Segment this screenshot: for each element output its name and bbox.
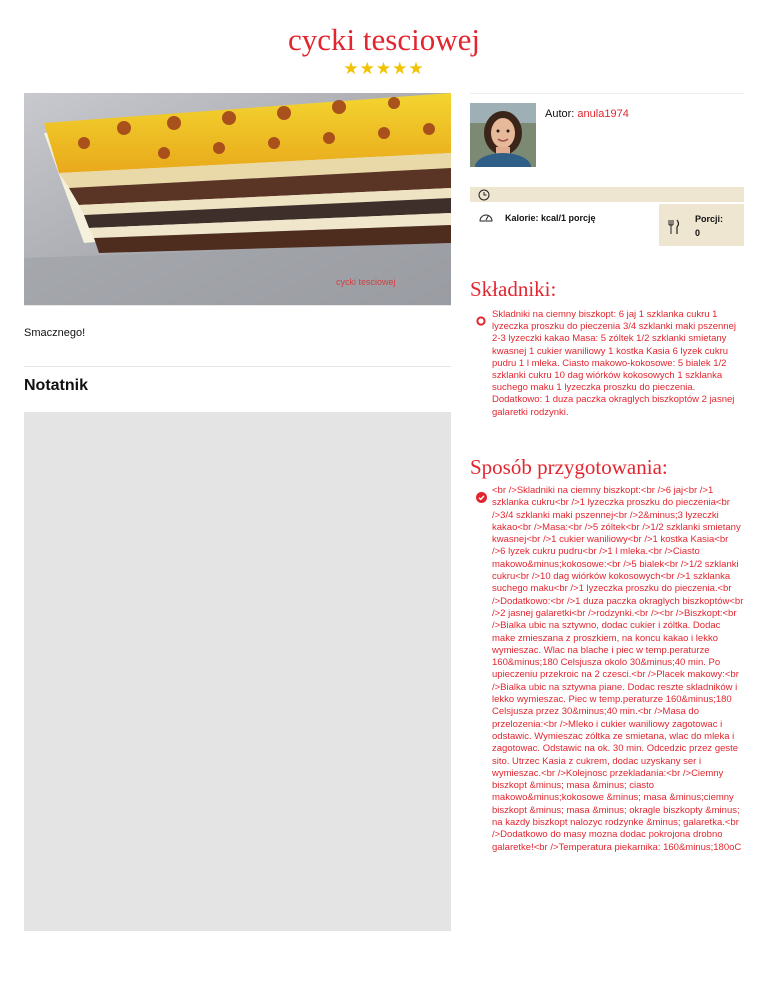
recipe-title: cycki tesciowej [288, 22, 480, 57]
divider [24, 366, 451, 367]
cutlery-icon [667, 219, 681, 240]
preparation-heading: Sposób przygotowania: [470, 455, 668, 479]
preparation-text: <br />Skladniki na ciemny biszkopt:<br />6 jaj<br />1 szklanka cukru<br />1 lyzeczka proszku do pieczenia<br />3/4 szklanki maki pszennej<br />2&minus;3 lyzeczki kakao<br />Masa:<br />5 zóltek<br />1/2 szklanki smietany kwasnej<br />1 cukier waniliowy<br />1 kostka Kasia<br />6 lyzek cukru pudru<br />1 l mleka.<br />Ciasto makowo&minus;kokosowe:<br />5 bialek<br />1/2 szklanki cukru<br />10 dag wiórków kokosowych<br />1 szklanka suchego maku<br />1 lyzeczka proszku do pieczenia.<br />Dodatkowo:<br />1 duza paczka okraglych biszkoptów<br />2 jasnej galaretki<br />rodzynki.<br /><br />Biszkopt:<br />Bialka ubic na sztywno, dodac cukier i zóltka. Dodac make zmieszana z proszkiem, na koncu kakao i lekko wymieszac. Wlac na blache i piec w temp.peraturze 160&minus;180 Celsjusza okolo 30&minus;40 min. Po upieczeniu przekroic na 2 czesci.<br />Placek makowy:<br />Bialka ubic na sztywna piane. Dodac reszte skladników i lekko wymieszac. Piec w temp.peraturze 160&minus;180 Celsjusza przez 30&minus;40 min.<br />Masa do przelozenia:<br />Mleko i cukier waniliowy zagotowac i odstawic. Wymieszac zóltka ze smietana, wlac do mleka i zagotowac. Odstawic na ok. 30 min. Odcedzic przez geste sito. Utrzec Kasia z cukrem, dodac uzyskany ser i wymieszac.<br />Kolejnosc przekladania:<br />Ciemny biszkopt &minus; masa &minus; ciasto makowo&minus;kokosowe &minus; masa &minus;ciemny biszkopt &minus; masa &minus; okragle biszkopty &minus; na kazdy biszkopt nalozyc rodzynke &minus; galaretka.<br />Dodatkowo do masy mozna dodac pokrojona drobno galaretke!<br />Temperatura piekarnika: 160&minus;180oC [492, 485, 744, 853]
time-bar [470, 187, 744, 202]
divider [470, 93, 744, 94]
photo-credit: cycki tesciowej [336, 277, 396, 287]
ingredients-text: Skladniki na ciemny biszkopt: 6 jaj 1 szklanka cukru 1 lyzeczka proszku do pieczenia 3/4 szklanki maki pszennej 2-3 lyzeczki kakao Masa: 5 zóltek 1/2 szklanki smietany kwasnej 1 cukier waniliowy 1 kostka Kasia 6 lyzek cukru pudru 1 l mleka. Ciasto makowo-kokosowe: 5 bialek 1/2 szklanki cukru 10 dag wiórków kokosowych 1 szklanka suchego maku 1 lyzeczka proszku do pieczenia. Dodatkowo: 1 duza paczka okraglych biszkoptów 2 jasnej galaretki rodzynki. [492, 309, 736, 418]
portions-box [659, 204, 744, 246]
gauge-icon [478, 210, 494, 229]
rating-stars: ★★★★★ [343, 59, 425, 78]
recipe-photo [24, 93, 451, 305]
author-line [545, 108, 629, 120]
portions-label: Porcji: [695, 214, 724, 224]
notes-heading: Notatnik [24, 377, 88, 394]
closing-text: Smacznego! [24, 327, 86, 339]
author-label: Autor: [545, 108, 575, 120]
check-circle-icon [476, 490, 487, 508]
ingredients-heading: Składniki: [470, 277, 557, 301]
portions-value: 0 [695, 228, 701, 238]
calories-text: Kalorie: kcal/1 porcję [505, 213, 596, 223]
bullet-ring-icon [476, 313, 486, 331]
left-text-panel [24, 305, 451, 412]
info-row [470, 204, 744, 246]
avatar[interactable] [470, 103, 536, 167]
author-link[interactable]: anula1974 [577, 108, 629, 120]
left-column [24, 93, 451, 931]
